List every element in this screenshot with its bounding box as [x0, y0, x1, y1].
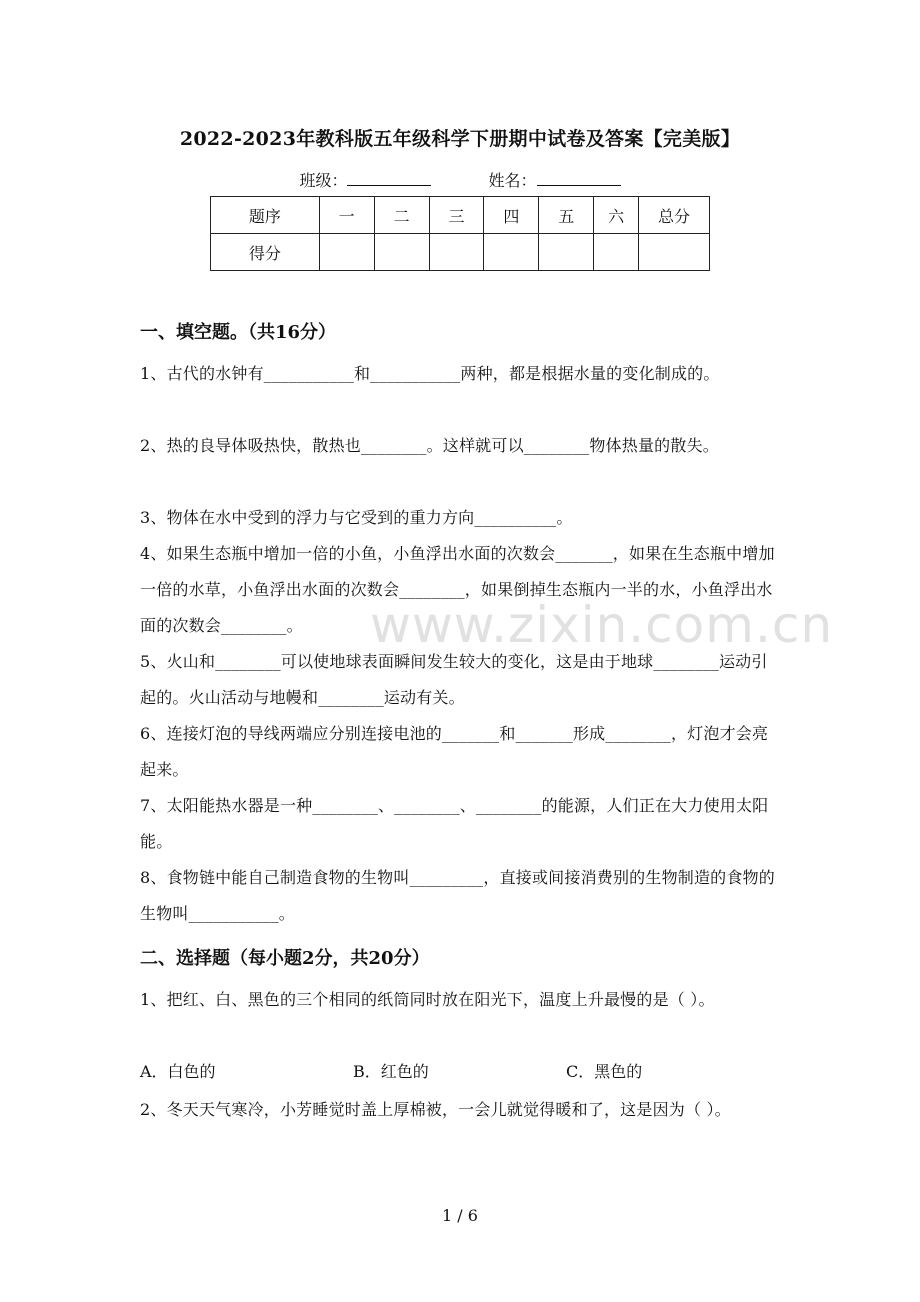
name-label: 姓名：	[488, 171, 537, 190]
score-cell-1[interactable]	[319, 234, 374, 271]
score-cell-5[interactable]	[539, 234, 594, 271]
score-cell-total[interactable]	[639, 234, 710, 271]
question-2-1: 1、把红、白、黑色的三个相同的纸筒同时放在阳光下，温度上升最慢的是（ ）。	[140, 990, 715, 1009]
score-cell-6[interactable]	[594, 234, 639, 271]
question-1-8: 8、食物链中能自己制造食物的生物叫_________，直接或间接消费别的生物制造的食物的生物叫___________。	[140, 868, 775, 923]
score-cell-2[interactable]	[374, 234, 429, 271]
name-field	[489, 168, 621, 191]
question-1-7: 7、太阳能热水器是一种________、________、________的能源，人们正在大力使用太阳能。	[140, 796, 769, 851]
question-1-1: 1、古代的水钟有___________和___________两种，都是根据水量的变化制成的。	[140, 364, 720, 383]
score-cell-4[interactable]	[484, 234, 539, 271]
question-1-4: 4、如果生态瓶中增加一倍的小鱼，小鱼浮出水面的次数会_______，如果在生态瓶中增加一倍的水草，小鱼浮出水面的次数会________，如果倒掉生态瓶内一半的水，小鱼浮出水面的次数会________。	[140, 544, 775, 635]
header-cell-6: 六	[594, 197, 639, 234]
score-row-label: 得分	[211, 234, 320, 271]
score-table-header-row	[211, 197, 710, 234]
question-1-5: 5、火山和________可以使地球表面瞬间发生较大的变化，这是由于地球________运动引起的。火山活动与地幔和________运动有关。	[140, 652, 768, 707]
header-cell-3: 三	[429, 197, 484, 234]
watermark: www.zixin.com.cn	[370, 596, 834, 654]
class-blank[interactable]	[347, 171, 431, 186]
name-blank[interactable]	[537, 171, 621, 186]
class-field	[299, 168, 431, 191]
score-table	[210, 196, 710, 271]
header-cell-2: 二	[374, 197, 429, 234]
option-c[interactable]: C．黑色的	[566, 1062, 643, 1081]
question-2-2: 2、冬天天气寒冷，小芳睡觉时盖上厚棉被，一会儿就觉得暖和了，这是因为（ ）。	[140, 1100, 731, 1119]
class-label: 班级：	[299, 171, 348, 190]
score-cell-3[interactable]	[429, 234, 484, 271]
question-1-2: 2、热的良导体吸热快，散热也________。这样就可以________物体热量的散失。	[140, 436, 719, 455]
header-cell-4: 四	[484, 197, 539, 234]
section-1-title: 一、填空题。（共16分）	[140, 322, 337, 343]
question-1-3: 3、物体在水中受到的浮力与它受到的重力方向__________。	[140, 508, 573, 527]
option-a[interactable]: A．白色的	[140, 1062, 216, 1081]
header-cell-total: 总分	[639, 197, 710, 234]
section-2-title: 二、选择题（每小题2分，共20分）	[140, 948, 430, 969]
option-b[interactable]: B．红色的	[353, 1062, 429, 1081]
header-cell-1: 一	[319, 197, 374, 234]
question-1-6: 6、连接灯泡的导线两端应分别连接电池的_______和_______形成________，灯泡才会亮起来。	[140, 724, 769, 779]
student-info-line	[0, 168, 920, 191]
score-table-score-row	[211, 234, 710, 271]
header-cell-order: 题序	[211, 197, 320, 234]
page-title: 2022-2023年教科版五年级科学下册期中试卷及答案【完美版】	[179, 128, 741, 150]
question-2-1-options	[140, 1054, 780, 1090]
page-number: 1 / 6	[442, 1206, 478, 1225]
header-cell-5: 五	[539, 197, 594, 234]
